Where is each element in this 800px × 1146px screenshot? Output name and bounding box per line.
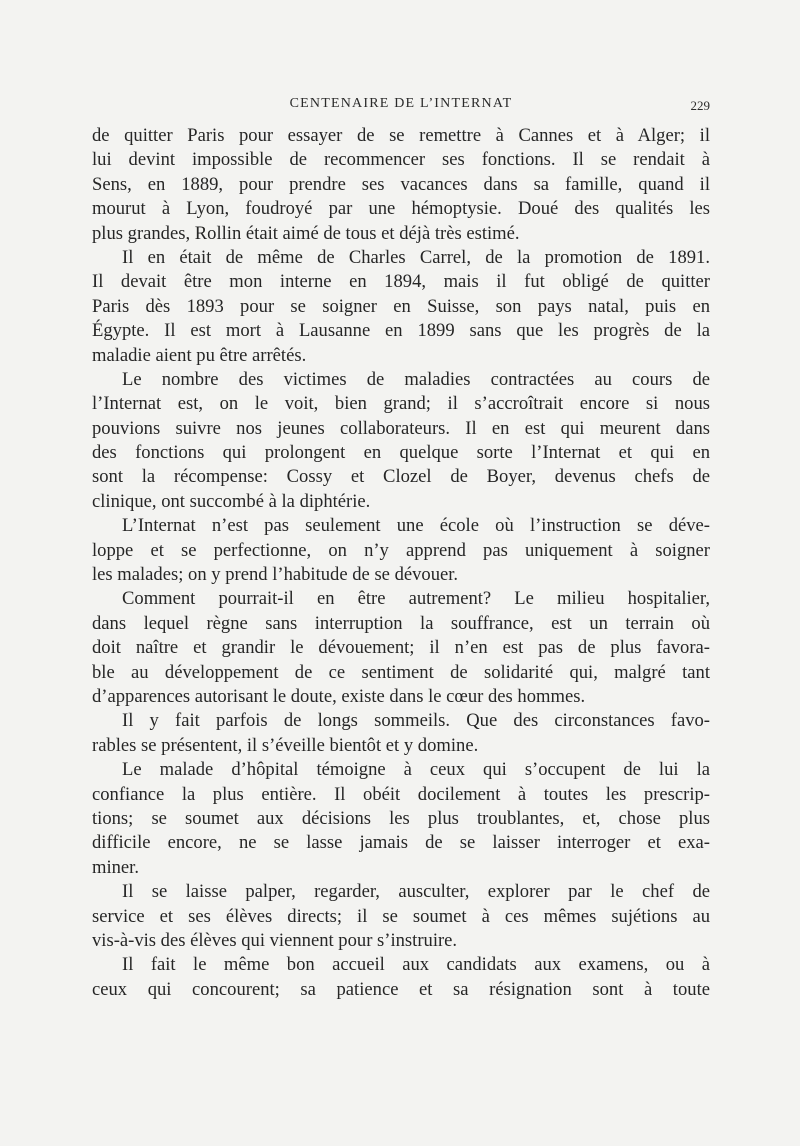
text-line: doit naître et grandir le dévouement; il n’en est pas de plus favora-: [92, 637, 710, 659]
text-line: sont la récompense: Cossy et Clozel de Boyer, devenus chefs de: [92, 466, 710, 488]
text-line: de quitter Paris pour essayer de se remettre à Cannes et à Alger; il: [92, 125, 710, 146]
text-line: tions; se soumet aux décisions les plus troublantes, et, chose plus: [92, 807, 710, 829]
text-line: clinique, ont succombé à la diphtérie.: [92, 490, 371, 512]
text-line: l’Internat est, on le voit, bien grand; il s’accroîtrait encore si nous: [92, 393, 710, 415]
text-line: Il en était de même de Charles Carrel, de la promotion de 1891.: [122, 246, 710, 268]
text-line: pouvions suivre nos jeunes collaborateurs. Il en est qui meurent dans: [92, 417, 710, 439]
text-line: Il y fait parfois de longs sommeils. Que des circonstances favo-: [122, 710, 710, 732]
running-head: [92, 96, 710, 116]
text-line: confiance la plus entière. Il obéit docilement à toutes les prescrip-: [92, 783, 710, 805]
text-line: Il se laisse palper, regarder, ausculter, explorer par le chef de: [122, 881, 710, 903]
text-line: lui devint impossible de recommencer ses fonctions. Il se rendait à: [92, 149, 710, 171]
text-line: vis-à-vis des élèves qui viennent pour s’instruire.: [92, 929, 458, 951]
text-line: Égypte. Il est mort à Lausanne en 1899 sans que les progrès de la: [92, 320, 710, 342]
text-line: plus grandes, Rollin était aimé de tous et déjà très estimé.: [92, 222, 520, 244]
text-line: rables se présentent, il s’éveille bientôt et y domine.: [92, 734, 479, 756]
text-line: miner.: [92, 856, 139, 878]
text-line: loppe et se perfectionne, on n’y apprend pas uniquement à soigner: [92, 539, 710, 561]
text-line: d’apparences autorisant le doute, existe dans le cœur des hommes.: [92, 685, 586, 707]
text-line: Il fait le même bon accueil aux candidats aux examens, ou à: [122, 954, 710, 976]
text-line: Sens, en 1889, pour prendre ses vacances dans sa famille, quand il: [92, 173, 710, 195]
text-line: des fonctions qui prolongent en quelque sorte l’Internat et qui en: [92, 442, 710, 464]
text-line: L’Internat n’est pas seulement une école où l’instruction se déve-: [122, 515, 710, 537]
page-number: 229: [690, 98, 710, 113]
text-line: maladie aient pu être arrêtés.: [92, 344, 307, 366]
text-line: Le nombre des victimes de maladies contractées au cours de: [122, 368, 710, 390]
text-line: difficile encore, ne se lasse jamais de se laisser interroger et exa-: [92, 832, 710, 854]
text-line: les malades; on y prend l’habitude de se dévouer.: [92, 564, 459, 586]
text-line: mourut à Lyon, foudroyé par une hémoptysie. Doué des qualités les: [92, 198, 710, 220]
text-line: service et ses élèves directs; il se soumet à ces mêmes sujétions au: [92, 905, 710, 927]
text-line: Paris dès 1893 pour se soigner en Suisse, son pays natal, puis en: [92, 295, 710, 317]
text-line: dans lequel règne sans interruption la souffrance, est un terrain où: [92, 612, 710, 634]
text-line: ble au développement de ce sentiment de solidarité qui, malgré tant: [92, 661, 710, 683]
running-title: CENTENAIRE DE L’INTERNAT: [289, 96, 513, 111]
body-text: [92, 124, 710, 1002]
text-line: Comment pourrait-il en être autrement? Le milieu hospitalier,: [122, 588, 710, 610]
text-line: Le malade d’hôpital témoigne à ceux qui s’occupent de lui la: [122, 759, 710, 781]
text-line: ceux qui concourent; sa patience et sa résignation sont à toute: [92, 978, 710, 1000]
text-line: Il devait être mon interne en 1894, mais il fut obligé de quitter: [92, 271, 710, 293]
